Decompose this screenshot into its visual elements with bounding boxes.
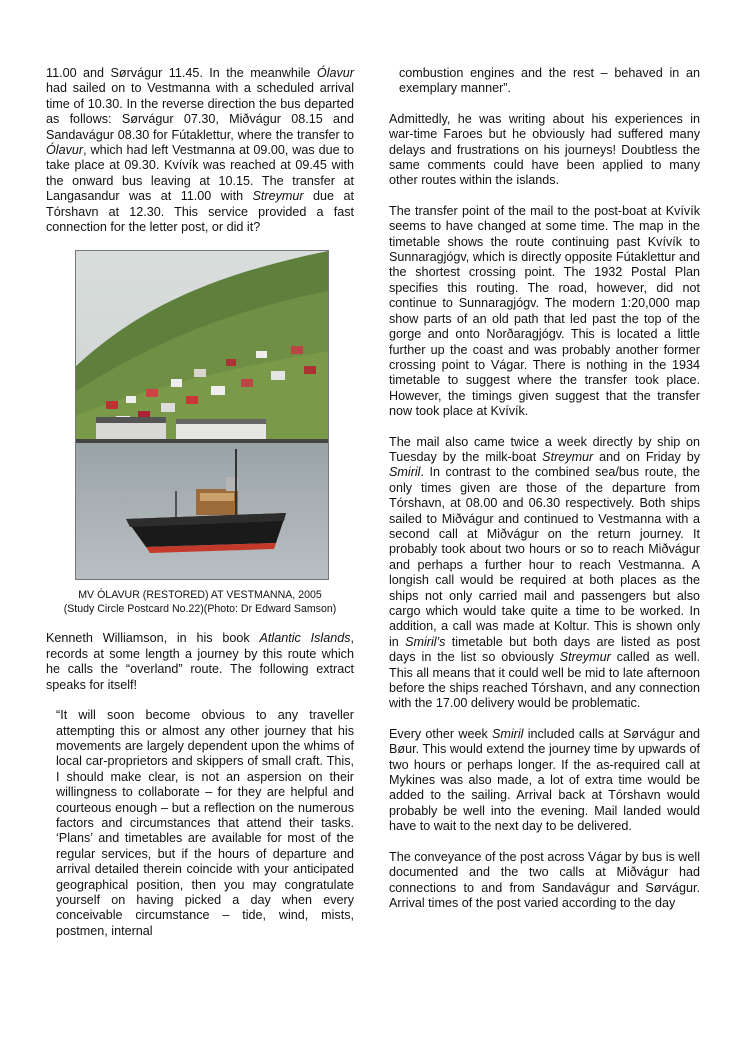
right-column bbox=[389, 66, 700, 926]
italic-term: Smiril bbox=[389, 465, 421, 480]
paragraph-milk-boat: The mail also came twice a week directly by ship on Tuesday by the milk-boat Streymur and on Friday by Smiril. In contrast to the combined sea/bus route, the only times given are those of the departure from Tórshavn, at 08.00 and 06.30 respectively. Both ships sailed to Miðvágur and continued to Vestmanna with a second call at Miðvágur on the return journey. It probably took about two hours or so to reach Miðvágur and perhaps a further hour to reach Vestmanna. A longish call would be required at both places as the ships not only carried mail and passengers but also cargo which would take quite a time to be worked. In addition, a call was made at Koltur. This is shown only in Smiril’s timetable but both days are listed as post days in the list so obviously Streymur called as well. This all means that it could well be mid to late afternoon before the ships reached Tórshavn, and any connection with the 17.00 delivery would be problematic. bbox=[389, 434, 701, 711]
italic-term: Streymur bbox=[252, 189, 304, 204]
photo-caption bbox=[46, 589, 354, 616]
ship-photo-image bbox=[76, 251, 328, 579]
quote-overland-route-end: combustion engines and the rest – behaved in an exemplary manner”. bbox=[399, 66, 700, 96]
italic-term: Smiril bbox=[491, 726, 524, 741]
paragraph-williamson: Kenneth Williamson, in his book Atlantic Islands, records at some length a journey by this route which he calls the “overland” route. The following extract speaks for itself! bbox=[46, 631, 354, 692]
caption-credit: (Study Circle Postcard No.22)(Photo: Dr Edward Samson) bbox=[63, 602, 337, 615]
left-column bbox=[46, 66, 354, 939]
italic-term: Ólavur bbox=[316, 66, 354, 80]
quote-overland-route: “It will soon become obvious to any traveller attempting this or almost any other journey that his movements are largely dependent upon the whims of local car-proprietors and skippers of small craft. This, I should make clear, is not an aspersion on their willingness to collaborate – for they are helpful and courteous enough – but a reflection on the numerous factors and circumstances that attend their tasks. ‘Plans’ and timetables are available for most of the regular services, but if the hours of departure and arrival detailed therein coincide with your anticipated geographical position, then you may congratulate yourself on having picked a day when every conceivable circumstance – tide, wind, mists, postmen, internal bbox=[56, 708, 354, 938]
italic-term: Atlantic Islands bbox=[259, 631, 351, 646]
italic-term: Smiril’s bbox=[405, 634, 446, 649]
italic-term: Streymur bbox=[559, 650, 611, 665]
italic-term: Streymur bbox=[542, 449, 594, 464]
ship-photo bbox=[75, 250, 329, 580]
paragraph-timetable: 11.00 and Sørvágur 11.45. In the meanwhile Ólavur had sailed on to Vestmanna with a scheduled arrival time of 10.30. In the reverse direction the bus departed as follows: Sørvágur 07.30, Miðvágur 08.15 and Sandavágur 08.30 for Fútaklettur, where the transfer to Ólavur, which had left Vestmanna at 09.00, was due to take place at 09.30. Kvívík was reached at 09.45 with the onward bus leaving at 10.15. The transfer at Langasandur was at 11.00 with Streymur due at Tórshavn at 12.30. This service provided a fast connection for the letter post, or did it? bbox=[46, 66, 354, 235]
paragraph-smiril-calls: Every other week Smiril included calls at Sørvágur and Bøur. This would extend the journey time by upwards of two hours or perhaps longer. If the as-required call at Mykines was also made, a lot of extra time would be added to the sailing. Arrival back at Tórshavn would probably be well into the evening. Mail landed would have to wait to the next day to be delivered. bbox=[389, 726, 701, 834]
caption-title: MV ÓLAVUR (RESTORED) AT VESTMANNA, 2005 bbox=[78, 589, 322, 602]
paragraph-vagar-bus: The conveyance of the post across Vágar by bus is well documented and the two calls at Miðvágur had connections to and from Sandavágur and Sørvágur. Arrival times of the post varied according to the day bbox=[389, 849, 700, 910]
paragraph-wartime: Admittedly, he was writing about his experiences in war-time Faroes but he obviously had suffered many delays and frustrations on his journeys! Doubtless the same comments could have been applied to many other routes within the islands. bbox=[389, 111, 700, 188]
paragraph-transfer-point: The transfer point of the mail to the post-boat at Kvívík seems to have changed at some time. The map in the timetable shows the route continuing past Kvívík to Sunnaragjógv, which is directly opposite Fútaklettur and the shortest crossing point. The 1932 Postal Plan specifies this routing. The road, however, did not continue to Sunnaragjógv. The modern 1:20,000 map show parts of an old path that led past the top of the gorge and onto Norðaragjógv. This is located a little further up the coast and was probably another former crossing point to Vágar. There is nothing in the 1934 timetable to suggest where the transfer took place. However, the timings given suggest that the transfer now took place at Kvívík. bbox=[389, 203, 700, 419]
italic-term: Ólavur bbox=[46, 143, 84, 158]
